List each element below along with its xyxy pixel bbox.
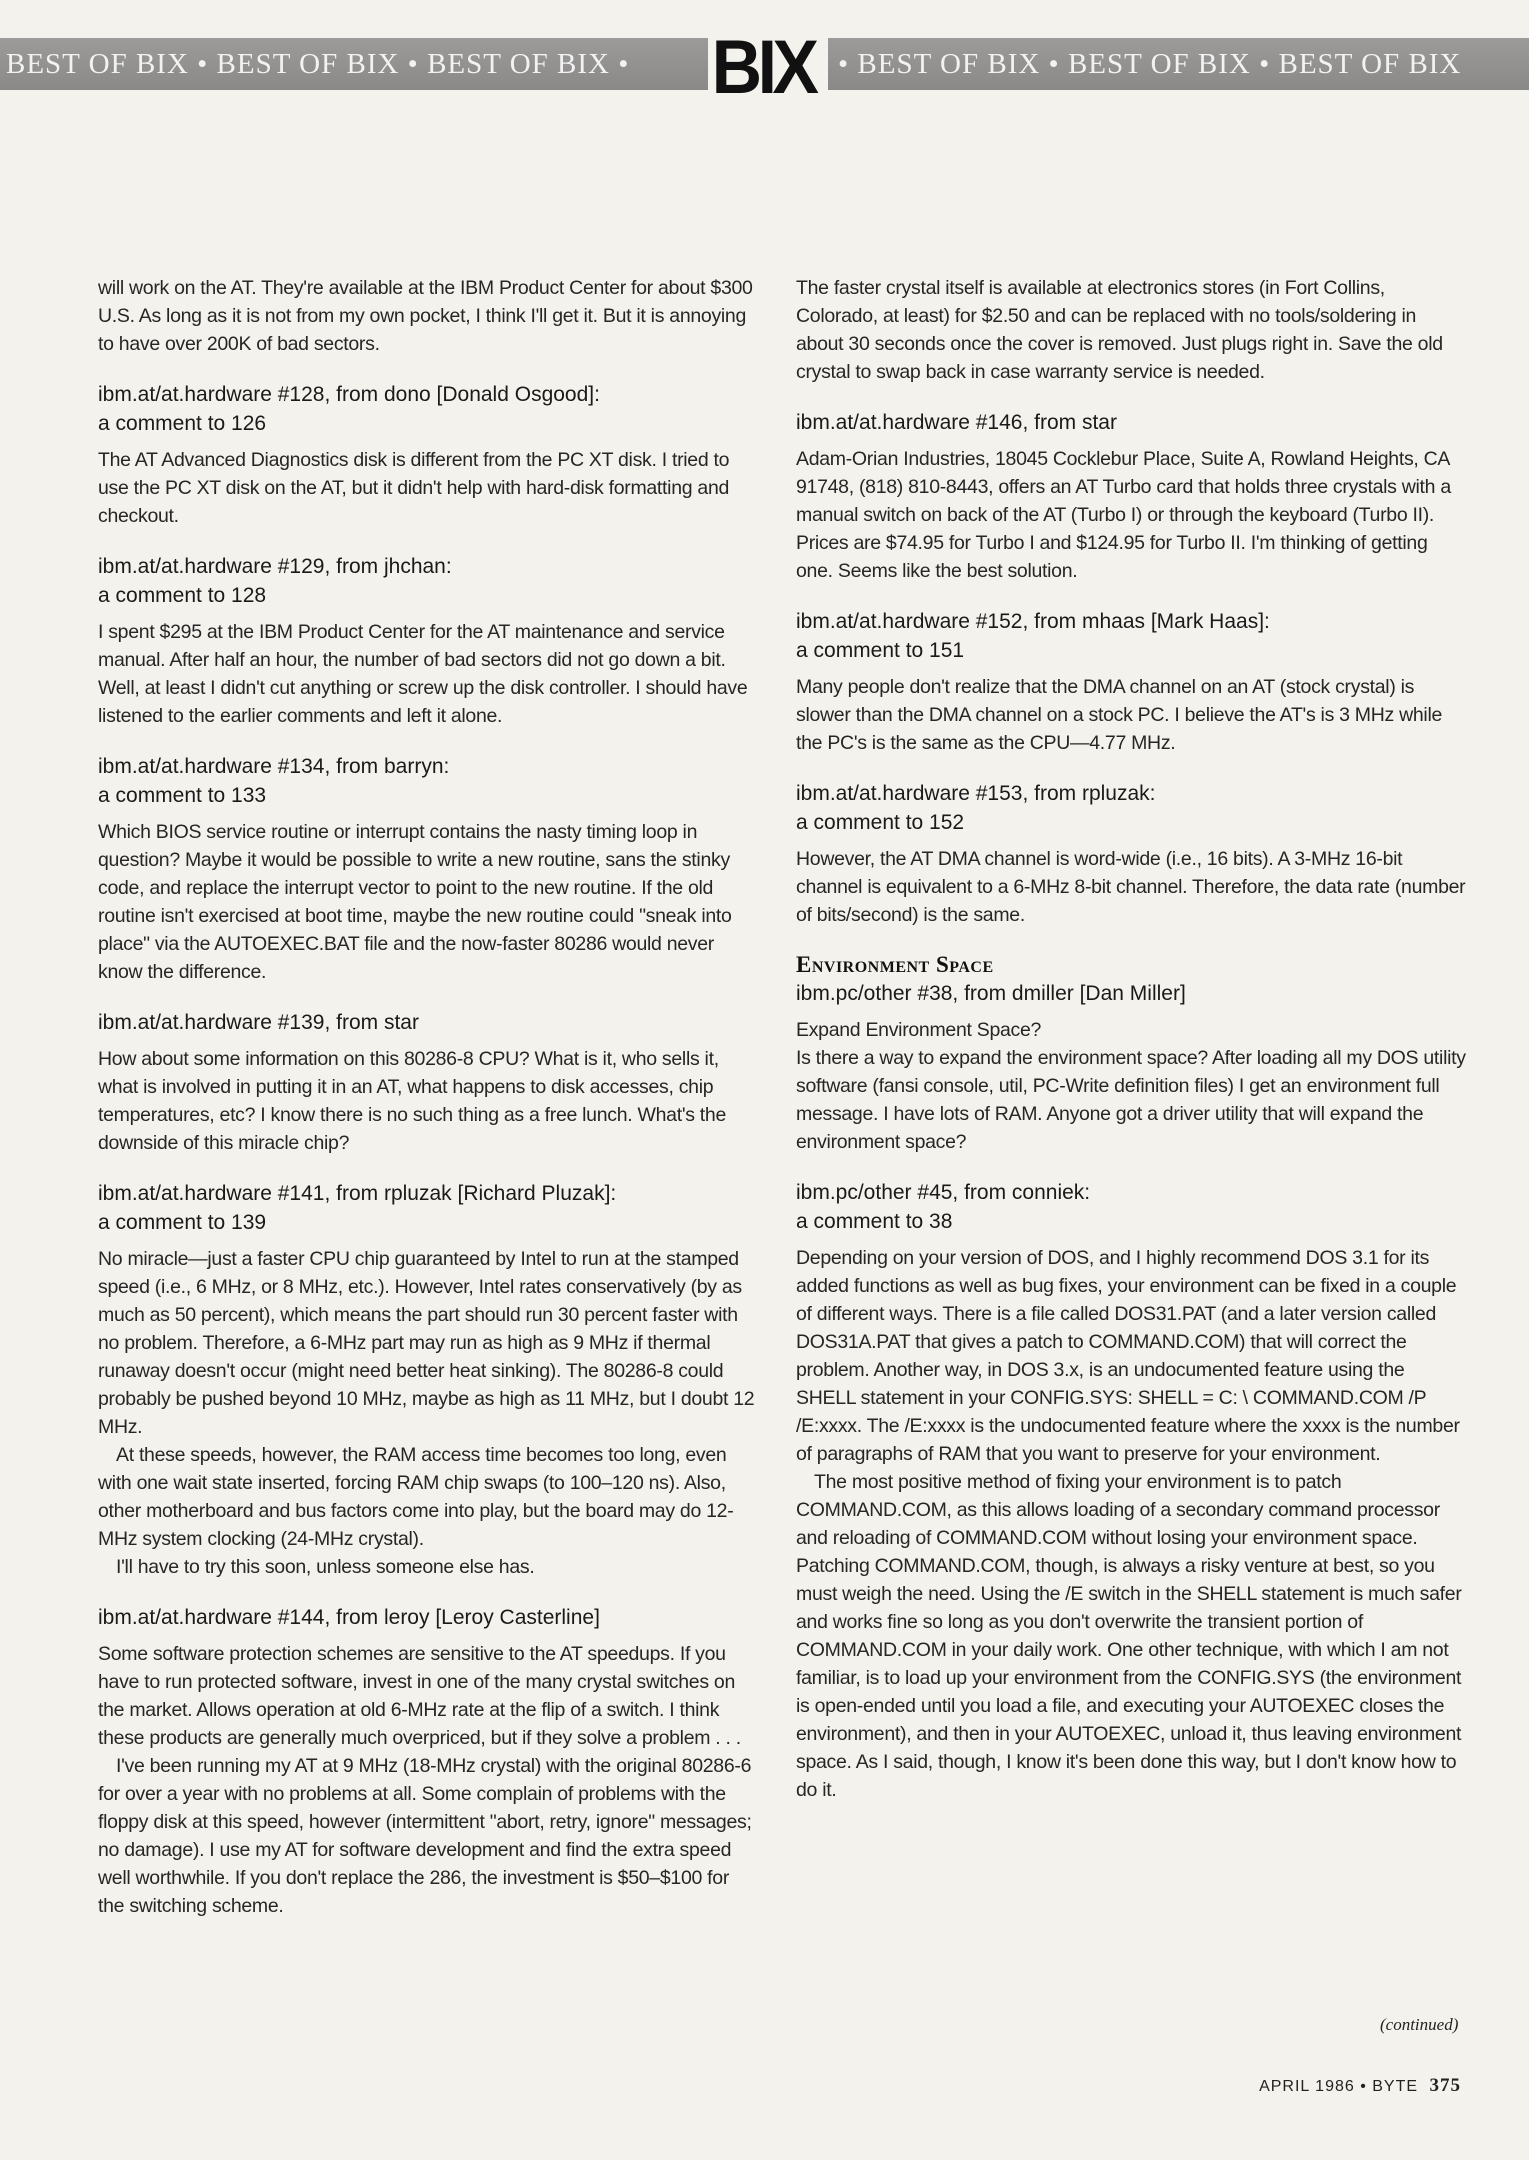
post-title: ibm.pc/other #45, from conniek: (796, 1181, 1091, 1204)
post-header (98, 1603, 760, 1632)
post-title: ibm.at/at.hardware #134, from barryn: (98, 755, 450, 778)
post-paragraph: However, the AT DMA channel is word-wide (i.e., 16 bits). A 3-MHz 16-bit channel is equivalent to a 6-MHz 8-bit channel. Therefore, the data rate (number of bits/second) is the same. (796, 848, 1466, 926)
post-paragraph: The most positive method of fixing your environment is to patch COMMAND.COM, as this allows loading of a secondary command processor and reloading of COMMAND.COM without losing your environment space. Patching COMMAND.COM, though, is always a risky venture at best, so you must weigh the need. Using the /E switch in the SHELL statement is much safer and works fine so long as you don't overwrite the transient portion of COMMAND.COM in your daily work. One other technique, with which I am not familiar, is to load up your environment from the CONFIG.SYS (the environment is open-ended until you load a file, and executing your AUTOEXEC closes the environment), and then in your AUTOEXEC, unload it, thus leaving environment space. As I said, though, I know it's been done this way, but I don't know how to do it. (796, 1471, 1462, 1801)
bix-logo (708, 25, 828, 110)
post-146 (796, 408, 1466, 585)
post-comment-ref: a comment to 152 (796, 811, 965, 834)
post-paragraph: Is there a way to expand the environment space? After loading all my DOS utility software (fansi console, util, PC-Write definition files) I get an environment full message. I have lots of RAM. Anyone got a driver utility that will expand the environment space? (796, 1047, 1466, 1153)
post-paragraph: The AT Advanced Diagnostics disk is different from the PC XT disk. I tried to use the PC XT disk on the AT, but it didn't help with hard-disk formatting and checkout. (98, 449, 730, 527)
post-paragraph: How about some information on this 80286-8 CPU? What is it, who sells it, what is involved in putting it in an AT, what happens to disk accesses, chip temperatures, etc? I know there is no such thing as a free lunch. What's the downside of this miracle chip? (98, 1048, 727, 1154)
post-paragraph: Many people don't realize that the DMA channel on an AT (stock crystal) is slower than the DMA channel on a stock PC. I believe the AT's is 3 MHz while the PC's is the same as the CPU—4.77 MHz. (796, 676, 1443, 754)
post-paragraph: Which BIOS service routine or interrupt contains the nasty timing loop in question? Maybe it would be possible to write a new routine, sans the stinky code, and replace the interrupt vector to point to the new routine. If the old routine isn't exercised at boot time, maybe the new routine could "sneak into place" via the AUTOEXEC.BAT file and the now-faster 80286 would never know the difference. (98, 821, 732, 983)
post-header (796, 779, 1466, 837)
post-title: ibm.at/at.hardware #139, from star (98, 1011, 419, 1034)
post-38 (796, 951, 1466, 1156)
post-paragraph: Some software protection schemes are sensitive to the AT speedups. If you have to run protected software, invest in one of the many crystal switches on the market. Allows operation at old 6-MHz rate at the flip of a switch. I think these products are generally much overpriced, but if they solve a problem . . . (98, 1643, 741, 1749)
post-title: ibm.at/at.hardware #141, from rpluzak [Richard Pluzak]: (98, 1182, 617, 1205)
banner-left-text: BEST OF BIX • BEST OF BIX • BEST OF BIX • (6, 48, 630, 80)
post-paragraph: I spent $295 at the IBM Product Center for the AT maintenance and service manual. After half an hour, the number of bad sectors did not go down a bit. Well, at least I didn't cut anything or screw up the disk controller. I should have listened to the earlier comments and left it alone. (98, 621, 748, 727)
post-title: ibm.pc/other #38, from dmiller [Dan Miller] (796, 982, 1186, 1005)
post-header (796, 408, 1466, 437)
page-number: 375 (1429, 2075, 1461, 2096)
post-title: ibm.at/at.hardware #153, from rpluzak: (796, 782, 1156, 805)
post-title: ibm.at/at.hardware #144, from leroy [Leroy Casterline] (98, 1606, 600, 1629)
post-comment-ref: a comment to 151 (796, 639, 965, 662)
right-intro (796, 274, 1466, 386)
post-129 (98, 552, 760, 730)
post-comment-ref: a comment to 133 (98, 784, 267, 807)
post-title: ibm.at/at.hardware #152, from mhaas [Mark Haas]: (796, 610, 1270, 633)
post-header (98, 552, 760, 610)
post-header (98, 380, 760, 438)
post-139 (98, 1008, 760, 1157)
post-title: ibm.at/at.hardware #129, from jhchan: (98, 555, 452, 578)
bix-logo-text: BIX (711, 25, 815, 110)
post-paragraph: Adam-Orian Industries, 18045 Cocklebur Place, Suite A, Rowland Heights, CA 91748, (818) 810-8443, offers an AT Turbo card that holds three crystals with a manual switch on back of the AT (Turbo I) or through the keyboard (Turbo II). Prices are $74.95 for Turbo I and $124.95 for Turbo II. I'm thinking of getting one. Seems like the best solution. (796, 448, 1451, 582)
post-paragraph: Depending on your version of DOS, and I highly recommend DOS 3.1 for its added functions as well as bug fixes, your environment can be fixed in a couple of different ways. There is a file called DOS31.PAT (and a later version called DOS31A.PAT that gives a patch to COMMAND.COM) that will correct the problem. Another way, in DOS 3.x, is an undocumented feature using the SHELL statement in your CONFIG.SYS: SHELL = C: \ COMMAND.COM /P /E:xxxx. The /E:xxxx is the undocumented feature where the xxxx is the number of paragraphs of RAM that you want to preserve for your environment. (796, 1247, 1460, 1465)
post-title: ibm.at/at.hardware #146, from star (796, 411, 1117, 434)
post-paragraph: I'll have to try this soon, unless someone else has. (116, 1556, 535, 1578)
post-header (796, 979, 1466, 1008)
post-comment-ref: a comment to 126 (98, 412, 267, 435)
post-header (796, 607, 1466, 665)
post-152 (796, 607, 1466, 757)
post-134 (98, 752, 760, 986)
post-header (98, 1008, 760, 1037)
left-intro (98, 274, 760, 358)
post-comment-ref: a comment to 139 (98, 1211, 267, 1234)
issue-label: APRIL 1986 • BYTE (1259, 2078, 1419, 2095)
right-column (796, 274, 1466, 1826)
page-footer (1259, 2075, 1461, 2097)
continued-note: (continued) (1380, 2015, 1459, 2034)
post-paragraph: I've been running my AT at 9 MHz (18-MHz crystal) with the original 80286-6 for over a year with no problems at all. Some complain of problems with the floppy disk at this speed, however (intermittent "abort, retry, ignore" messages; no damage). I use my AT for software development and find the extra speed well worthwhile. If you don't replace the 286, the investment is $50–$100 for the switching scheme. (98, 1755, 752, 1917)
post-45 (796, 1178, 1466, 1804)
post-141 (98, 1179, 760, 1581)
post-header (98, 1179, 760, 1237)
intro-paragraph: The faster crystal itself is available at electronics stores (in Fort Collins, Colorado, at least) for $2.50 and can be replaced with no tools/soldering in about 30 seconds once the cover is removed. Just plugs right in. Save the old crystal to swap back in case warranty service is needed. (796, 277, 1443, 383)
post-paragraph: At these speeds, however, the RAM access time becomes too long, even with one wait state inserted, forcing RAM chip swaps (to 100–120 ns). Also, other motherboard and bus factors come into play, but the board may do 12-MHz system clocking (24-MHz crystal). (98, 1444, 734, 1550)
post-128 (98, 380, 760, 530)
post-paragraph: No miracle—just a faster CPU chip guaranteed by Intel to run at the stamped speed (i.e., 6 MHz, or 8 MHz, etc.). However, Intel rates conservatively (by as much as 50 percent), which means the part should run 30 percent faster with no problem. Therefore, a 6-MHz part may run as high as 9 MHz if thermal runaway doesn't occur (might need better heat sinking). The 80286-8 could probably be pushed beyond 10 MHz, maybe as high as 11 MHz, but I doubt 12 MHz. (98, 1248, 755, 1438)
left-column (98, 274, 760, 1942)
post-paragraph: Expand Environment Space? (796, 1019, 1042, 1041)
post-144 (98, 1603, 760, 1920)
post-title: ibm.at/at.hardware #128, from dono [Donald Osgood]: (98, 383, 600, 406)
post-153 (796, 779, 1466, 929)
intro-paragraph: will work on the AT. They're available at the IBM Product Center for about $300 U.S. As long as it is not from my own pocket, I think I'll get it. But it is annoying to have over 200K of bad sectors. (98, 277, 753, 355)
banner-right-text: • BEST OF BIX • BEST OF BIX • BEST OF BIX (838, 48, 1462, 80)
post-header (796, 1178, 1466, 1236)
section-heading: Environment Space (796, 952, 994, 977)
post-header (98, 752, 760, 810)
post-comment-ref: a comment to 38 (796, 1210, 953, 1233)
post-comment-ref: a comment to 128 (98, 584, 267, 607)
